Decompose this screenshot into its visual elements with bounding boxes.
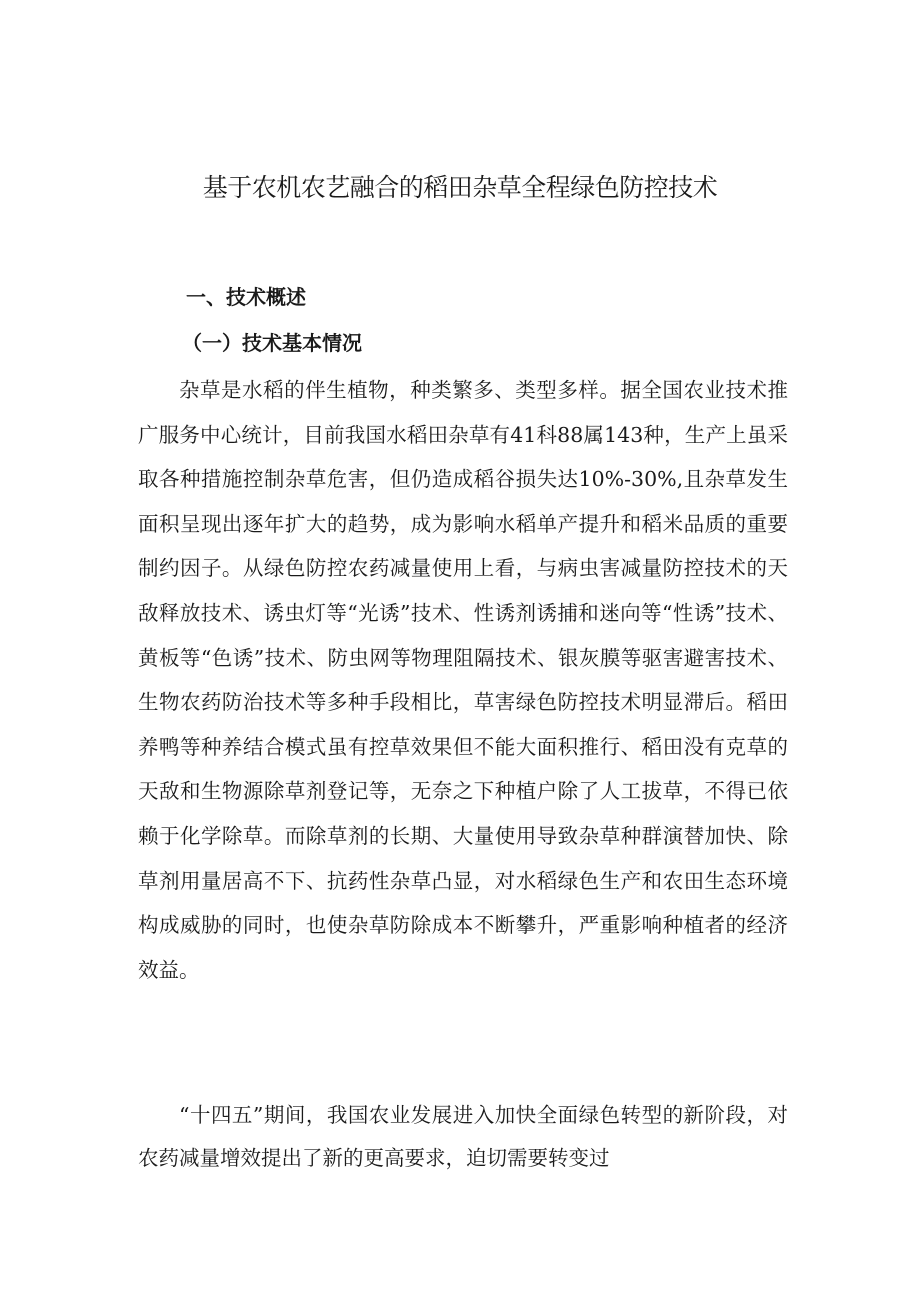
body-paragraph: “十四五”期间，我国农业发展进入加快全面绿色转型的新阶段，对农药减量增效提出了新的更高要求，迫切需要转变过 — [138, 1103, 788, 1170]
subsection-heading: （一）技术基本情况 — [182, 331, 362, 355]
section-heading: 一、技术概述 — [186, 285, 306, 309]
document-title: 基于农机农艺融合的稻田杂草全程绿色防控技术 — [202, 173, 718, 202]
body-paragraph: 杂草是水稻的伴生植物，种类繁多、类型多样。据全国农业技术推广服务中心统计，目前我国水稻田杂草有41科88属143种，生产上虽采取各种措施控制杂草危害，但仍造成稻谷损失达10%-30%,且杂草发生面积呈现出逐年扩大的趋势，成为影响水稻单产提升和稻米品质的重要制约因子。从绿色防控农药减量使用上看，与病虫害减量防控技术的天敌释放技术、诱虫灯等“光诱”技术、性诱剂诱捕和迷向等“性诱”技术、黄板等“色诱”技术、防虫网等物理阻隔技术、银灰膜等驱害避害技术、生物农药防治技术等多种手段相比，草害绿色防控技术明显滞后。稻田养鸭等种养结合模式虽有控草效果但不能大面积推行、稻田没有克草的天敌和生物源除草剂登记等，无奈之下种植户除了人工拔草，不得已依赖于化学除草。而除草剂的长期、大量使用导致杂草种群演替加快、除草剂用量居高不下、抗药性杂草凸显，对水稻绿色生产和农田生态环境构成威胁的同时，也使杂草防除成本不断攀升，严重影响种植者的经济效益。 — [138, 378, 788, 982]
